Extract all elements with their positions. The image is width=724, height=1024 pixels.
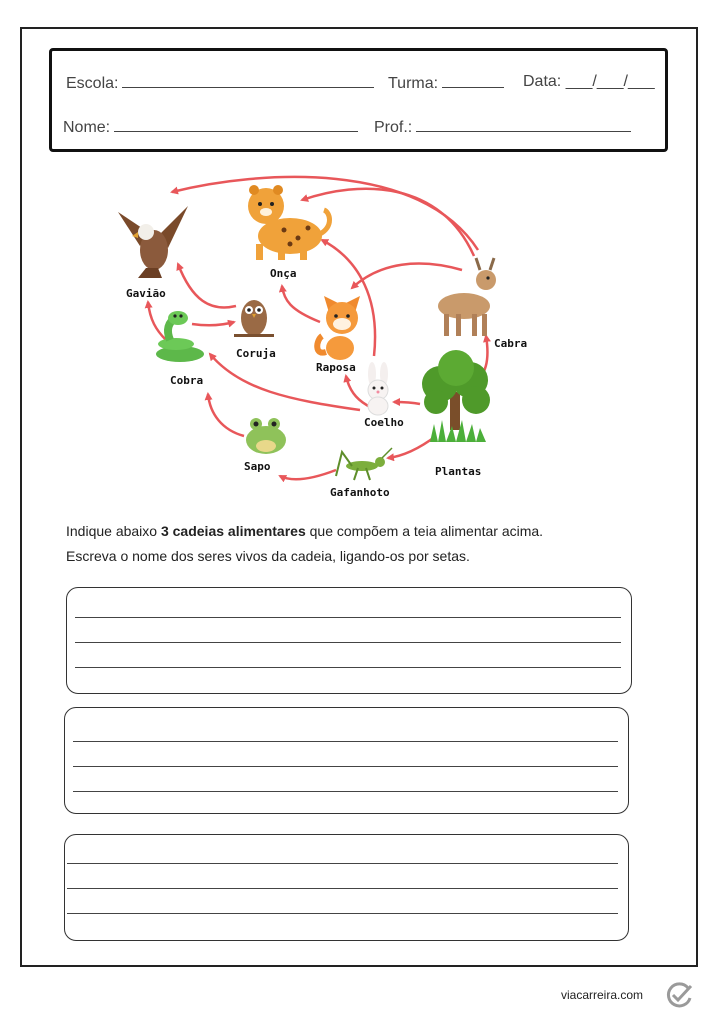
class-label: Turma:: [388, 75, 439, 92]
school-label: Escola:: [66, 75, 119, 92]
check-logo-icon: [664, 980, 694, 1010]
grasshopper-illustration: [336, 448, 392, 480]
answer-line[interactable]: [73, 766, 618, 767]
date-label: Data:: [523, 73, 562, 90]
teacher-blank[interactable]: [416, 117, 631, 132]
name-blank[interactable]: [114, 117, 358, 132]
teacher-label: Prof.:: [374, 119, 413, 136]
label-rabbit: Coelho: [364, 416, 404, 429]
arrow-plants-to-grasshopper: [388, 436, 436, 458]
student-info-header: [49, 48, 668, 152]
school-blank[interactable]: [122, 73, 374, 88]
plants-illustration: [422, 350, 490, 442]
instruction-1-end: que compõem a teia alimentar acima.: [305, 523, 544, 539]
food-web-diagram: [100, 168, 550, 508]
answer-box-1[interactable]: [66, 587, 632, 694]
name-field[interactable]: [63, 117, 358, 137]
answer-line[interactable]: [73, 791, 618, 792]
hawk-illustration: [118, 206, 188, 278]
date-field[interactable]: [523, 73, 655, 91]
food-web-arrows: [148, 177, 487, 479]
date-blank[interactable]: ___/___/___: [565, 73, 655, 90]
label-frog: Sapo: [244, 460, 271, 473]
label-fox: Raposa: [316, 361, 356, 374]
answer-box-3[interactable]: [64, 834, 629, 941]
instruction-1-start: Indique abaixo: [66, 523, 161, 539]
frog-illustration: [246, 418, 286, 454]
goat-illustration: [438, 258, 496, 336]
arrow-fox-to-jaguar: [282, 286, 320, 322]
label-snake: Cobra: [170, 374, 204, 387]
answer-line[interactable]: [75, 642, 621, 643]
label-grasshopper: Gafanhoto: [330, 486, 390, 499]
answer-line[interactable]: [67, 913, 618, 914]
arrow-frog-to-snake: [208, 394, 244, 436]
teacher-field[interactable]: [374, 117, 631, 137]
owl-illustration: [234, 300, 274, 337]
class-blank[interactable]: [442, 73, 504, 88]
answer-box-2[interactable]: [64, 707, 629, 814]
instruction-line-2: Escreva o nome dos seres vivos da cadeia, ligando-os por setas.: [66, 548, 470, 564]
footer-site[interactable]: viacarreira.com: [561, 988, 644, 1002]
arrow-owl-to-hawk: [178, 264, 236, 307]
arrow-snake-to-hawk: [148, 302, 166, 340]
label-plants: Plantas: [435, 465, 482, 478]
answer-line[interactable]: [73, 741, 618, 742]
fox-illustration: [317, 296, 360, 360]
label-jaguar: Onça: [270, 267, 297, 280]
instruction-1-bold: 3 cadeias alimentares: [160, 523, 306, 539]
arrow-grasshopper-to-frog: [280, 470, 336, 479]
answer-line[interactable]: [67, 888, 618, 889]
class-field[interactable]: [388, 73, 504, 93]
rabbit-illustration: [368, 362, 388, 415]
label-owl: Coruja: [236, 347, 276, 360]
instruction-line-1: [66, 523, 543, 539]
arrow-snake-to-owl: [192, 322, 234, 325]
label-hawk: Gavião: [126, 287, 166, 300]
school-field[interactable]: [66, 73, 374, 93]
name-label: Nome:: [63, 119, 111, 136]
label-goat: Cabra: [494, 337, 528, 350]
answer-line[interactable]: [75, 667, 621, 668]
answer-line[interactable]: [75, 617, 621, 618]
arrow-goat-to-fox: [352, 264, 462, 288]
answer-line[interactable]: [67, 863, 618, 864]
arrow-plants-to-rabbit: [394, 402, 420, 404]
